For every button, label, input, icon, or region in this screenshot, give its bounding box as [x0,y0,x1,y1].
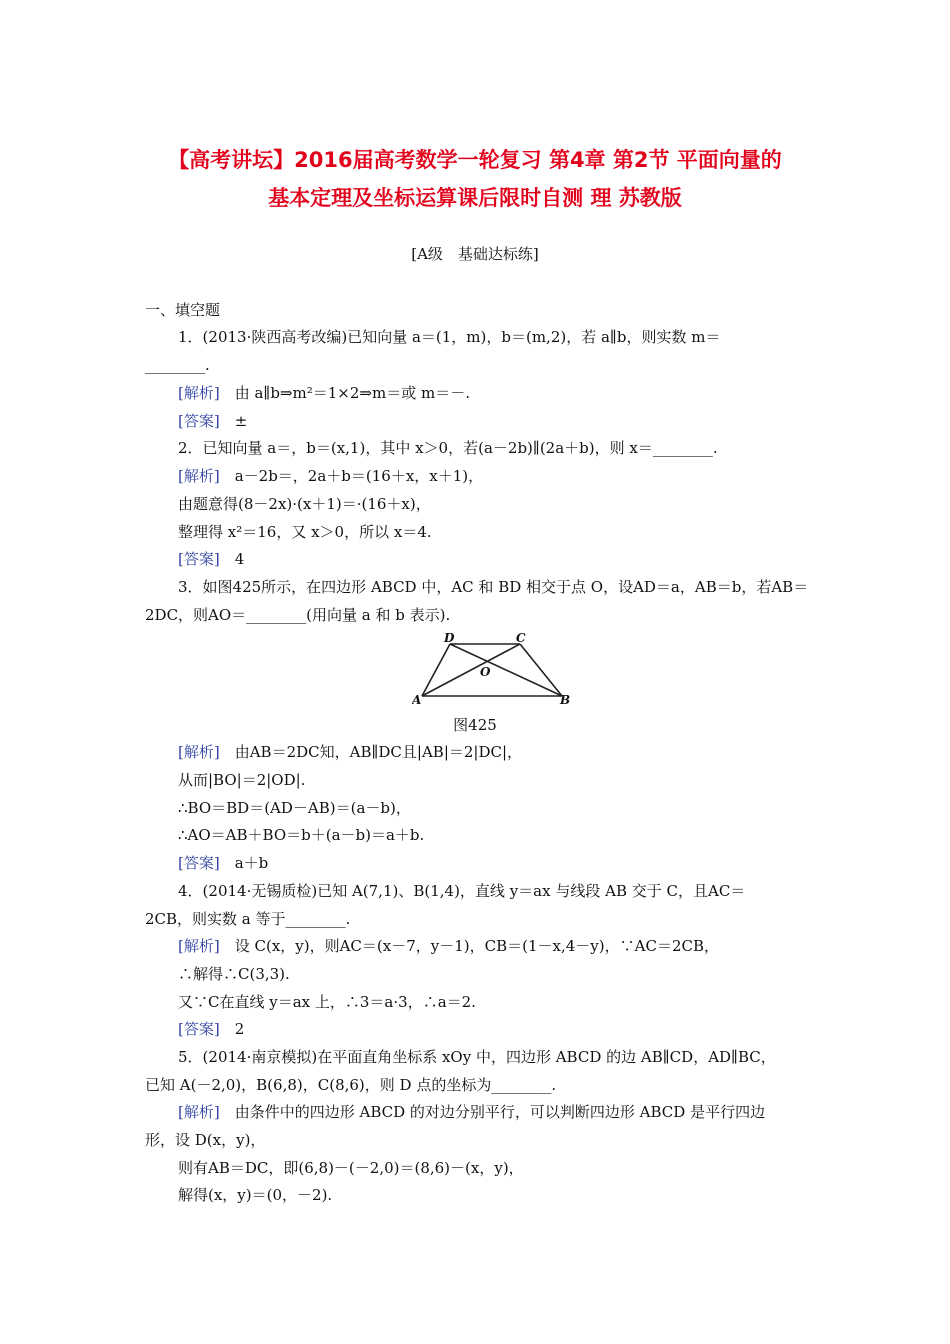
vertex-label-b: B [560,693,571,707]
text-line: ∴解得∴C(3,3). [178,965,290,983]
vertex-label-o: O [480,665,491,679]
text-line: 2CB，则实数 a 等于________. [145,910,351,928]
analysis-tag: [解析] [178,384,220,402]
text-line: ∴BO＝BD＝(AD－AB)＝(a－b)， [178,799,411,817]
text-line: 由题意得(8－2x)·(x＋1)＝·(16＋x)， [178,495,431,513]
text-line: 1．(2013·陕西高考改编)已知向量 a＝(1，m)，b＝(m,2)，若 a∥b，则实数 m＝ [178,328,721,346]
figure-caption: 图425 [453,716,497,734]
text-line: ________. [145,356,210,374]
answer-tag: [答案] [178,1020,220,1038]
text-line: 解得(x，y)＝(0，－2). [178,1186,333,1204]
text-line: 5．(2014·南京模拟)在平面直角坐标系 xOy 中，四边形 ABCD 的边 AB∥CD，AD∥BC， [178,1048,776,1066]
analysis-line: [解析] a－2b＝，2a＋b＝(16＋x，x＋1)， [178,467,484,485]
text-line: 则有AB＝DC，即(6,8)－(－2,0)＝(8,6)－(x，y)， [178,1159,524,1177]
answer-tag: [答案] [178,412,220,430]
vertex-label-c: C [516,631,526,645]
analysis-tag: [解析] [178,467,220,485]
text-line: 形，设 D(x，y)， [145,1131,266,1149]
analysis-line: [解析] 由条件中的四边形 ABCD 的对边分别平行，可以判断四边形 ABCD 是平行四边 [178,1103,766,1121]
text-line: 又∵C在直线 y＝ax 上，∴3＝a·3，∴a＝2. [178,993,476,1011]
text-line: 已知 A(－2,0)，B(6,8)，C(8,6)，则 D 点的坐标为________. [145,1076,557,1094]
section-heading: 一、填空题 [145,301,221,319]
answer-line: [答案] 4 [178,550,245,568]
answer-line: [答案] a＋b [178,854,269,872]
vertex-label-d: D [444,631,455,645]
text-line: 整理得 x²＝16，又 x＞0，所以 x＝4. [178,523,432,541]
answer-line: [答案] 2 [178,1020,245,1038]
text-line: 2DC，则AO＝________(用向量 a 和 b 表示). [145,606,451,624]
analysis-line: [解析] 由AB＝2DC知，AB∥DC且|AB|＝2|DC|， [178,743,523,761]
text-line: 从而|BO|＝2|OD|. [178,771,306,789]
analysis-line: [解析] 由 a∥b⇒m²＝1×2⇒m＝或 m＝－. [178,384,470,402]
analysis-tag: [解析] [178,1103,220,1121]
analysis-line: [解析] 设 C(x，y)，则AC＝(x－7，y－1)，CB＝(1－x,4－y)，∵AC＝2CB， [178,937,719,955]
text-line: 4．(2014·无锡质检)已知 A(7,1)、B(1,4)，直线 y＝ax 与线段 AB 交于 C，且AC＝ [178,882,746,900]
answer-tag: [答案] [178,854,220,872]
title-line-1: 【高考讲坛】2016届高考数学一轮复习 第4章 第2节 平面向量的 [168,148,782,172]
text-line: 2．已知向量 a＝，b＝(x,1)，其中 x＞0，若(a－2b)∥(2a＋b)，则 x＝________. [178,439,718,457]
title-line-2: 基本定理及坐标运算课后限时自测 理 苏教版 [268,186,682,210]
vertex-label-a: A [412,693,422,707]
trapezoid-figure [412,630,572,710]
text-line: 3．如图425所示，在四边形 ABCD 中，AC 和 BD 相交于点 O，设AD＝a，AB＝b，若AB＝ [178,578,809,596]
answer-line: [答案] ± [178,412,248,430]
analysis-tag: [解析] [178,743,220,761]
answer-tag: [答案] [178,550,220,568]
text-line: ∴AO＝AB＋BO＝b＋(a－b)＝a＋b. [178,826,425,844]
analysis-tag: [解析] [178,937,220,955]
level-heading: [A级 基础达标练] [411,245,539,263]
